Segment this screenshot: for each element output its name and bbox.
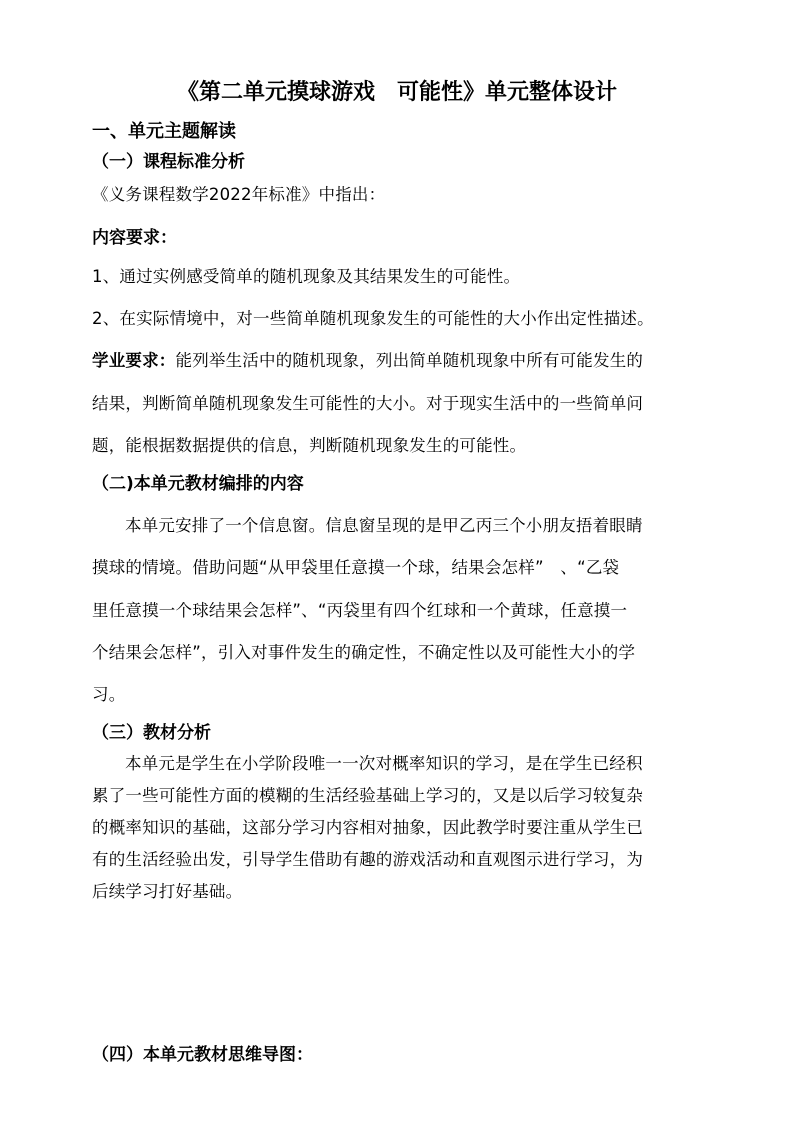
paragraph-line: 里任意摸一个球结果会怎样”、“丙袋里有四个红球和一个黄球，任意摸一 [92,601,628,620]
content-requirement-label: 内容要求： [92,228,177,248]
subsection-heading-2: （二)本单元教材编排的内容 [92,474,304,494]
paragraph-line: 习。 [92,685,126,704]
subsection-heading-1: （一）课程标准分析 [92,152,245,172]
paragraph-line: 累了一些可能性方面的模糊的生活经验基础上学习的，又是以后学习较复杂 [92,786,644,805]
paragraph-line: 个结果会怎样”，引入对事件发生的确定性，不确定性以及可能性大小的学 [92,643,636,662]
academic-requirement-line-3: 题，能根据数据提供的信息，判断随机现象发生的可能性。 [92,436,527,455]
requirement-item-2: 2、在实际情境中，对一些简单随机现象发生的可能性的大小作出定性描述。 [92,309,654,328]
subsection-heading-3: （三）教材分析 [92,723,211,743]
requirement-item-1: 1、通过实例感受简单的随机现象及其结果发生的可能性。 [92,267,521,286]
paragraph-line: 本单元是学生在小学阶段唯一一次对概率知识的学习，是在学生已经积 [125,754,643,773]
section-heading-1: 一、单元主题解读 [92,121,236,142]
standard-intro: 《义务课程数学2022年标准》中指出： [92,185,386,204]
academic-requirement-line-1 [92,349,643,373]
paragraph-line: 的概率知识的基础，这部分学习内容相对抽象，因此教学时要注重从学生已 [92,818,644,837]
paragraph-line: 有的生活经验出发，引导学生借助有趣的游戏活动和直观图示进行学习，为 [92,850,644,869]
paragraph-line: 摸球的情境。借助问题“从甲袋里任意摸一个球，结果会怎样” 、“乙袋 [92,558,620,577]
academic-requirement-line-2: 结果，判断简单随机现象发生可能性的大小。对于现实生活中的一些简单问 [92,394,644,413]
subsection-heading-4: （四）本单元教材思维导图： [92,1045,313,1065]
paragraph-line: 后续学习打好基础。 [92,882,243,901]
paragraph-line: 本单元安排了一个信息窗。信息窗呈现的是甲乙丙三个小朋友捂着眼睛 [125,516,643,535]
academic-requirement-label: 学业要求： [92,351,176,370]
document-title: 《第二单元摸球游戏 可能性》单元整体设计 [176,80,617,105]
academic-requirement-text: 能列举生活中的随机现象，列出简单随机现象中所有可能发生的 [175,351,644,370]
